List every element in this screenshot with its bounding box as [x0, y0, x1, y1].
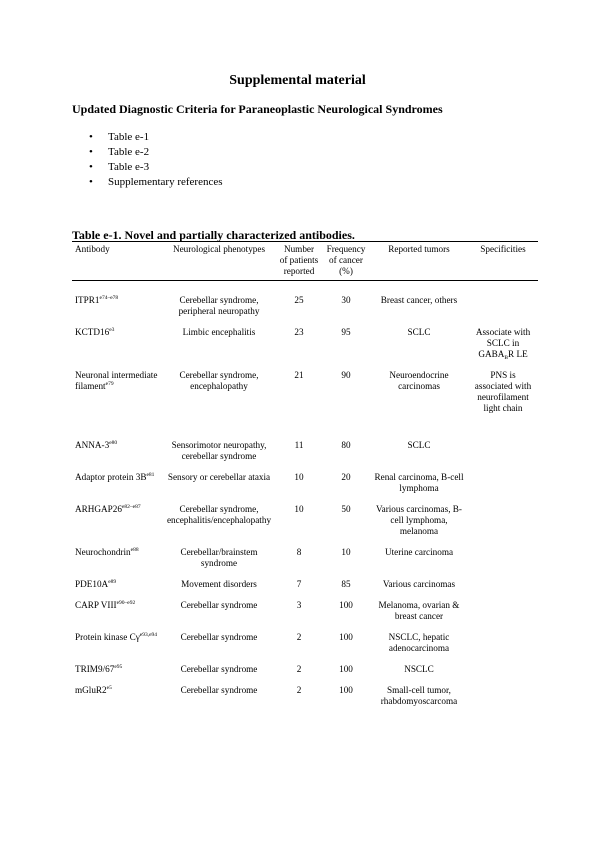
row-spacer	[72, 494, 538, 504]
row-spacer-cell	[72, 317, 538, 327]
frequency-cell: 90	[341, 370, 351, 380]
specificity-text: Associate with SCLC in GABA	[475, 327, 531, 359]
patients-cell: 25	[294, 295, 304, 305]
frequency-cell: 100	[339, 600, 353, 610]
table-row	[72, 440, 538, 462]
specificity-cell	[468, 579, 538, 590]
phenotype-cell: Movement disorders	[181, 579, 257, 589]
table-row	[72, 685, 538, 707]
tumors-cell: Various carcinomas, B-cell lymphoma, melanoma	[376, 504, 462, 536]
frequency-cell: 100	[339, 685, 353, 695]
table-row	[72, 327, 538, 360]
header-antibody: Antibody	[72, 242, 162, 281]
antibody-name: ITPR1	[75, 295, 100, 305]
antibody-name: ANNA-3	[75, 440, 110, 450]
row-spacer	[72, 281, 538, 296]
frequency-cell: 80	[341, 440, 351, 450]
row-spacer-cell	[72, 462, 538, 472]
specificity-text: PNS is associated with neurofilament light chain	[474, 370, 532, 413]
row-spacer	[72, 569, 538, 579]
header-tumors: Reported tumors	[370, 242, 468, 281]
patients-cell: 2	[296, 664, 302, 674]
phenotype-cell: Cerebellar syndrome	[180, 685, 258, 695]
patients-cell: 10	[294, 472, 304, 482]
frequency-cell: 10	[341, 547, 351, 557]
specificity-cell	[468, 664, 538, 675]
table-header-row	[72, 242, 538, 281]
row-spacer-cell	[72, 590, 538, 600]
table-row	[72, 579, 538, 590]
antibody-name: Neuronal intermediate filament	[75, 370, 158, 391]
reference-superscript: e88	[130, 547, 139, 553]
row-spacer	[72, 317, 538, 327]
frequency-cell: 95	[341, 327, 351, 337]
tumors-cell: Various carcinomas	[382, 579, 456, 589]
row-spacer	[72, 537, 538, 547]
specificity-cell	[468, 685, 538, 707]
phenotype-cell: Sensorimotor neuropathy, cerebellar syndrome	[171, 440, 267, 461]
header-patients: Number of patients reported	[276, 242, 322, 281]
patients-cell: 2	[296, 632, 302, 642]
phenotype-cell: Cerebellar syndrome, encephalitis/encephalopathy	[166, 504, 272, 525]
table-row	[72, 547, 538, 569]
reference-superscript: e3	[109, 327, 115, 333]
contents-list	[72, 130, 223, 190]
tumors-cell: Melanoma, ovarian & breast cancer	[378, 600, 460, 621]
row-spacer-cell	[72, 675, 538, 685]
antibody-cell	[72, 547, 162, 569]
table-body	[72, 281, 538, 708]
reference-superscript: e74–e78	[99, 295, 119, 301]
patients-cell: 11	[294, 440, 304, 450]
antibody-name: PDE10A	[75, 579, 109, 589]
specificity-cell	[468, 547, 538, 569]
tumors-cell: Uterine carcinoma	[384, 547, 454, 557]
patients-cell: 23	[294, 327, 304, 337]
antibody-cell	[72, 472, 162, 494]
specificity-cell	[468, 327, 538, 360]
table-row	[72, 600, 538, 622]
patients-cell: 8	[296, 547, 302, 557]
antibody-cell	[72, 440, 162, 462]
frequency-cell: 30	[341, 295, 351, 305]
specificity-cell	[468, 600, 538, 622]
row-spacer	[72, 654, 538, 664]
tumors-cell: Neuroendocrine carcinomas	[389, 370, 449, 391]
specificity-subscript: B	[504, 355, 509, 361]
antibody-cell	[72, 370, 162, 414]
row-spacer	[72, 590, 538, 600]
antibody-cell	[72, 327, 162, 360]
antibody-cell	[72, 579, 162, 590]
tumors-cell: SCLC	[407, 327, 431, 337]
antibody-cell	[72, 632, 162, 654]
row-spacer-cell	[72, 360, 538, 370]
table-row	[72, 632, 538, 654]
table-row	[72, 472, 538, 494]
tumors-cell: Breast cancer, others	[380, 295, 458, 305]
specificity-cell	[468, 504, 538, 537]
frequency-cell: 20	[341, 472, 351, 482]
specificity-cell	[468, 295, 538, 317]
row-spacer	[72, 414, 538, 440]
frequency-cell: 100	[339, 632, 353, 642]
row-spacer-cell	[72, 281, 538, 296]
patients-cell: 3	[296, 600, 302, 610]
patients-cell: 10	[294, 504, 304, 514]
table-row	[72, 504, 538, 537]
specificity-cell	[468, 472, 538, 494]
row-spacer-cell	[72, 537, 538, 547]
reference-superscript: e79	[105, 381, 114, 387]
antibodies-table	[72, 241, 538, 707]
header-specificities: Specificities	[468, 242, 538, 281]
page-title: Supplemental material	[229, 73, 366, 88]
antibody-cell	[72, 600, 162, 622]
row-spacer	[72, 622, 538, 632]
contents-item: • Supplementary references	[72, 175, 223, 190]
specificity-cell	[468, 632, 538, 654]
specificity-tail: R LE	[508, 349, 528, 359]
tumors-cell: Small-cell tumor, rhabdomyoscarcoma	[380, 685, 458, 706]
antibody-cell	[72, 295, 162, 317]
antibody-name: Adaptor protein 3B	[75, 472, 147, 482]
tumors-cell: NSCLC	[404, 664, 434, 674]
specificity-cell	[468, 370, 538, 414]
row-spacer	[72, 675, 538, 685]
reference-superscript: e95	[114, 664, 123, 670]
phenotype-cell: Cerebellar syndrome	[180, 632, 258, 642]
contents-item: • Table e-1	[72, 130, 223, 145]
antibody-name: TRIM9/67	[75, 664, 115, 674]
header-phenotypes: Neurological phenotypes	[162, 242, 276, 281]
row-spacer-cell	[72, 654, 538, 664]
document-subtitle: Updated Diagnostic Criteria for Paraneoplastic Neurological Syndromes	[72, 102, 443, 116]
reference-superscript: e93,e94	[139, 632, 158, 638]
phenotype-cell: Cerebellar syndrome	[180, 600, 258, 610]
row-spacer-cell	[72, 494, 538, 504]
frequency-cell: 100	[339, 664, 353, 674]
antibody-name: Neurochondrin	[75, 547, 131, 557]
frequency-cell: 50	[341, 504, 351, 514]
antibody-name: Protein kinase Cγ	[75, 632, 140, 642]
frequency-cell: 85	[341, 579, 351, 589]
tumors-cell: Renal carcinoma, B-cell lymphoma	[374, 472, 464, 493]
antibody-name: mGluR2	[75, 685, 107, 695]
reference-superscript: e82–e87	[121, 504, 141, 510]
phenotype-cell: Cerebellar syndrome, peripheral neuropathy	[178, 295, 260, 316]
contents-item: • Table e-2	[72, 145, 223, 160]
patients-cell: 7	[296, 579, 302, 589]
table-row	[72, 295, 538, 317]
table-row	[72, 370, 538, 414]
phenotype-cell: Cerebellar/brainstem syndrome	[180, 547, 258, 568]
tumors-cell: NSCLC, hepatic adenocarcinoma	[388, 632, 450, 653]
row-spacer-cell	[72, 622, 538, 632]
antibody-name: KCTD16	[75, 327, 110, 337]
phenotype-cell: Sensory or cerebellar ataxia	[167, 472, 271, 482]
phenotype-cell: Cerebellar syndrome, encephalopathy	[179, 370, 259, 391]
row-spacer-cell	[72, 569, 538, 579]
antibody-cell	[72, 504, 162, 537]
antibody-name: CARP VIII	[75, 600, 117, 610]
row-spacer	[72, 462, 538, 472]
reference-superscript: e80	[109, 440, 118, 446]
row-spacer-cell	[72, 414, 538, 440]
row-spacer	[72, 360, 538, 370]
header-frequency: Frequency of cancer (%)	[322, 242, 370, 281]
patients-cell: 2	[296, 685, 302, 695]
contents-item: • Table e-3	[72, 160, 223, 175]
antibody-name: ARHGAP26	[75, 504, 122, 514]
reference-superscript: e5	[106, 685, 112, 691]
table-row	[72, 664, 538, 675]
reference-superscript: e90–e92	[116, 600, 136, 606]
table-caption: Table e-1. Novel and partially characterized antibodies.	[72, 228, 355, 242]
specificity-cell	[468, 440, 538, 462]
antibody-cell	[72, 685, 162, 707]
phenotype-cell: Limbic encephalitis	[182, 327, 256, 337]
tumors-cell: SCLC	[407, 440, 431, 450]
reference-superscript: e81	[146, 472, 155, 478]
antibody-cell	[72, 664, 162, 675]
patients-cell: 21	[294, 370, 304, 380]
reference-superscript: e89	[108, 579, 117, 585]
phenotype-cell: Cerebellar syndrome	[180, 664, 258, 674]
